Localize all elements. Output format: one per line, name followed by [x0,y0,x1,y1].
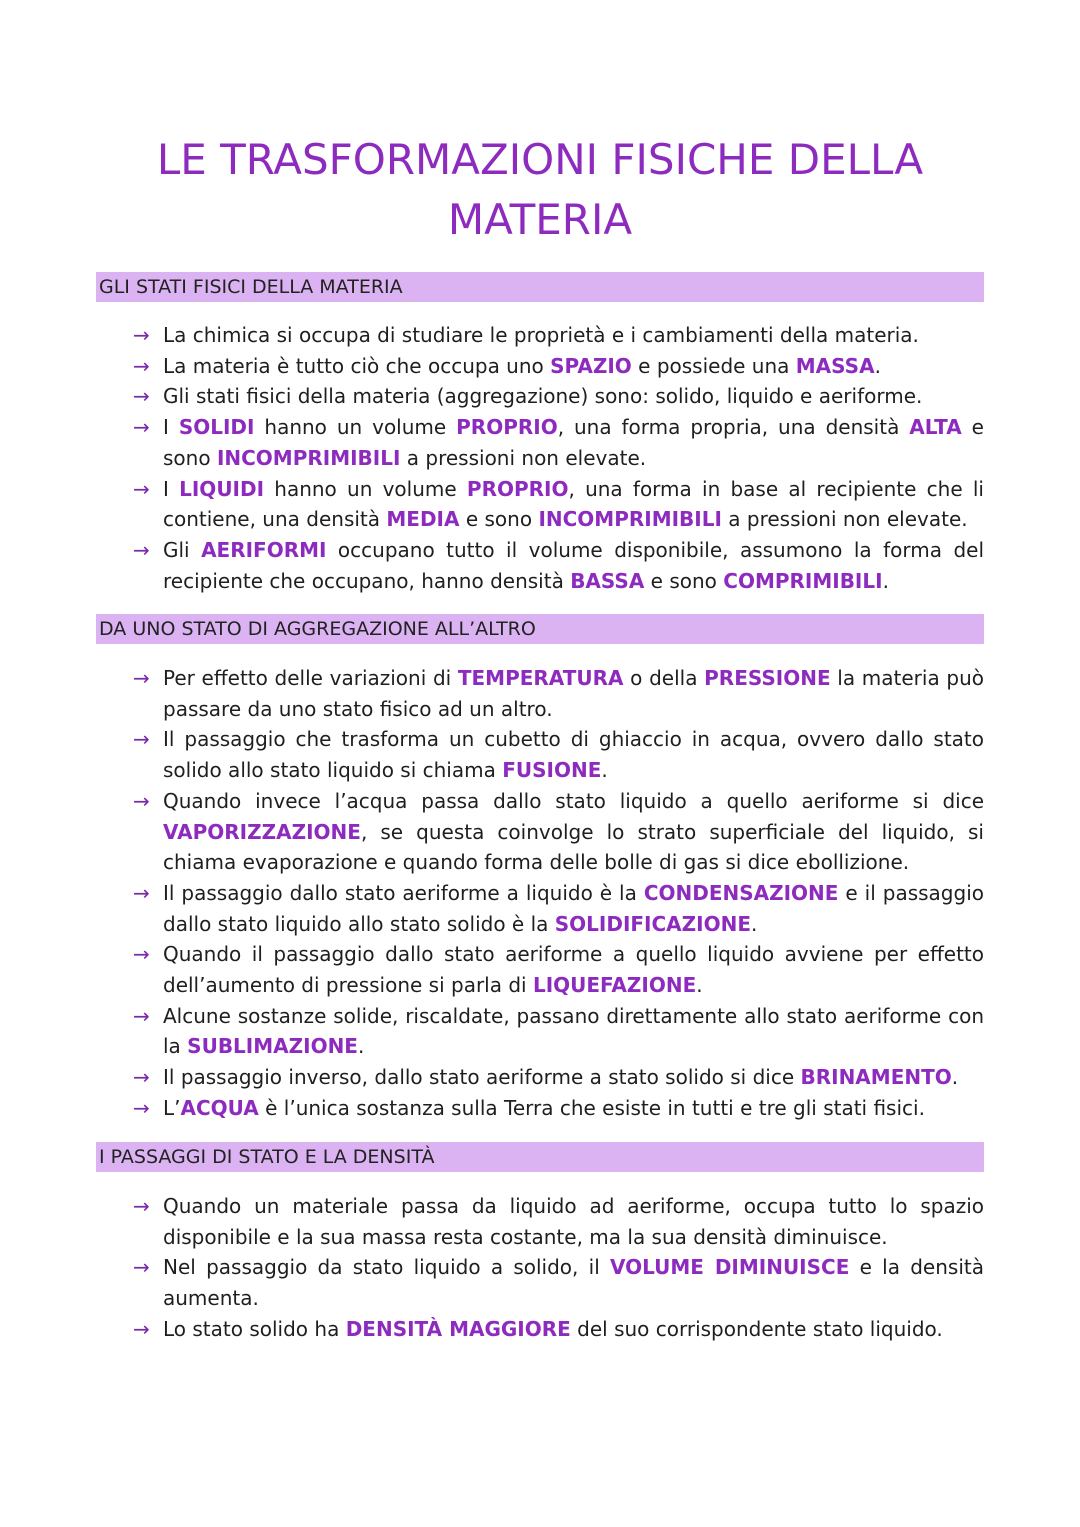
highlighted-term: LIQUEFAZIONE [532,973,697,998]
bullet-text: , se questa coinvolge lo strato superficiale del liquido, si chiama evaporazione e quando forma delle bolle di gas si dice ebollizione. [163,819,984,875]
highlighted-term: LIQUIDI [179,476,265,501]
arrow-icon: → [133,537,150,562]
bullet-item [133,878,984,939]
section-heading-densita: I PASSAGGI DI STATO E LA DENSITÀ [96,1142,984,1172]
highlighted-term: INCOMPRIMIBILI [538,507,722,532]
highlighted-term: MASSA [795,353,875,378]
highlighted-term: SPAZIO [550,353,632,378]
highlighted-term: COMPRIMIBILI [723,568,883,593]
arrow-icon: → [133,1003,150,1028]
bullet-text: . [601,758,608,783]
bullet-text: Per effetto delle variazioni di [163,666,458,690]
bullet-text: I [163,415,179,440]
bullet-item [133,939,984,1000]
bullet-text: del suo corrispondente stato liquido. [570,1316,943,1341]
bullet-text: e sono [163,415,984,470]
arrow-icon: → [133,323,150,347]
bullet-item [133,320,984,351]
arrow-icon: → [133,1316,150,1341]
bullet-text: hanno un volume [254,415,457,440]
arrow-icon: → [133,476,150,501]
bullet-text: e sono [644,568,724,593]
highlighted-term: SOLIDI [178,415,255,440]
bullet-text: La chimica si occupa di studiare le proprietà e i cambiamenti della materia. [163,323,919,347]
arrow-icon: → [133,384,150,409]
highlighted-term: VOLUME DIMINUISCE [610,1255,850,1280]
highlighted-term: ACQUA [180,1095,259,1120]
arrow-icon: → [133,727,150,752]
highlighted-term: SUBLIMAZIONE [187,1034,358,1059]
section-heading-stati-fisici: GLI STATI FISICI DELLA MATERIA [96,272,984,302]
bullet-item [133,724,984,785]
arrow-icon: → [133,1065,150,1090]
bullet-item [133,381,984,412]
arrow-icon: → [133,666,150,690]
bullet-item [133,786,984,878]
bullet-text: L’ [163,1095,181,1120]
arrow-icon: → [133,1194,150,1218]
highlighted-term: CONDENSAZIONE [643,880,839,905]
bullet-text: e il passaggio dallo stato liquido allo stato solido è la [163,880,984,936]
bullet-text: è l’unica sostanza sulla Terra che esiste in tutti e tre gli stati fisici. [258,1095,925,1120]
page-title-line-1: LE TRASFORMAZIONI FISICHE DELLA [156,135,924,184]
bullet-text: hanno un volume [264,476,467,501]
bullet-text: . [696,973,703,998]
arrow-icon: → [133,353,150,378]
arrow-icon: → [133,1255,150,1280]
highlighted-term: FUSIONE [502,758,602,783]
highlighted-term: AERIFORMI [201,537,327,562]
bullet-text: . [882,568,889,593]
bullet-item [133,474,984,535]
bullet-text: Gli [163,537,202,562]
bullet-text: a pressioni non elevate. [400,445,647,470]
bullet-text: Il passaggio inverso, dallo stato aeriforme a stato solido si dice [163,1065,801,1090]
bullet-item [133,1062,984,1093]
highlighted-term: PROPRIO [456,415,558,440]
highlighted-term: SOLIDIFICAZIONE [554,911,751,936]
section-heading-aggregazione: DA UNO STATO DI AGGREGAZIONE ALL’ALTRO [96,614,984,644]
highlighted-term: PROPRIO [466,476,569,501]
bullet-text: , una forma in base al recipiente che li contiene, una densità [163,476,984,532]
bullet-item [133,1252,984,1313]
bullet-text: . [357,1034,365,1059]
bullet-text: Il passaggio che trasforma un cubetto di ghiaccio in acqua, ovvero dallo stato solido allo stato liquido si chiama [163,727,984,783]
highlighted-term: TEMPERATURA [457,666,624,690]
bullet-text: , una forma propria, una densità [557,415,910,440]
bullet-text: . [874,353,881,378]
bullet-item [133,1001,984,1062]
bullet-text: occupano tutto il volume disponibile, assumono la forma del recipiente che occupano, hanno densità [163,537,985,593]
bullet-item [133,1191,984,1252]
page-title-line-2: MATERIA [447,195,633,244]
bullet-text: I [163,476,180,501]
bullet-text: Quando un materiale passa da liquido ad aeriforme, occupa tutto lo spazio disponibile e la sua massa resta costante, ma la sua densità diminuisce. [163,1194,984,1249]
bullet-text: Lo stato solido ha [163,1316,346,1341]
bullet-text: . [951,1065,959,1090]
bullet-item [133,351,984,382]
bullet-text: La materia è tutto ciò che occupa uno [163,353,551,378]
bullet-list-densita [133,1191,984,1345]
bullet-text: Il passaggio dallo stato aeriforme a liquido è la [163,880,644,905]
arrow-icon: → [133,788,150,813]
bullet-item [133,412,984,473]
bullet-list-stati-fisici [133,320,984,596]
arrow-icon: → [133,1095,150,1120]
bullet-text: e sono [459,507,539,532]
highlighted-term: ALTA [909,415,962,440]
bullet-text: Gli stati fisici della materia (aggregazione) sono: solido, liquido e aeriforme. [163,384,923,409]
bullet-item [133,663,984,724]
highlighted-term: VAPORIZZAZIONE [163,819,361,844]
bullet-text: Quando il passaggio dallo stato aeriforme a quello liquido avviene per effetto dell’aumento di pressione si parla di [163,942,984,998]
highlighted-term: DENSITÀ MAGGIORE [345,1316,571,1341]
bullet-item [133,535,984,596]
page-title [96,130,984,250]
bullet-text: e la densità aumenta. [163,1255,984,1311]
highlighted-term: PRESSIONE [704,666,831,690]
arrow-icon: → [133,880,150,905]
bullet-item [133,1093,984,1124]
bullet-list-aggregazione [133,663,984,1124]
bullet-text: Nel passaggio da stato liquido a solido, il [163,1255,610,1280]
bullet-text: e possiede una [631,353,796,378]
bullet-text: o della [623,666,705,690]
bullet-text: Quando invece l’acqua passa dallo stato liquido a quello aeriforme si dice [163,788,984,813]
arrow-icon: → [133,942,150,967]
bullet-text: . [751,911,758,936]
highlighted-term: INCOMPRIMIBILI [216,445,401,470]
highlighted-term: BASSA [570,568,645,593]
highlighted-term: BRINAMENTO [800,1065,952,1090]
bullet-item [133,1314,984,1345]
bullet-text: Alcune sostanze solide, riscaldate, passano direttamente allo stato aeriforme con la [163,1003,984,1059]
bullet-text: a pressioni non elevate. [721,507,968,532]
arrow-icon: → [133,415,150,440]
highlighted-term: MEDIA [386,507,460,532]
bullet-text: la materia può passare da uno stato fisico ad un altro. [163,666,984,721]
